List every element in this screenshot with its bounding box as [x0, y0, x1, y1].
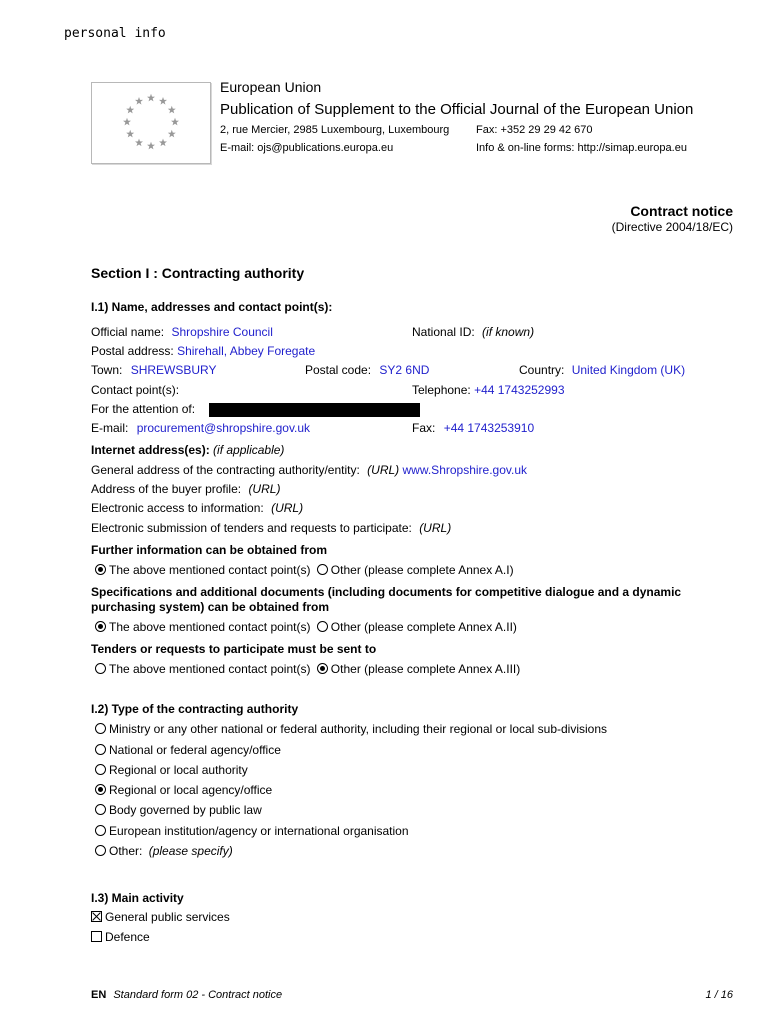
- other-hint: (please specify): [148, 844, 233, 858]
- town-value: SHREWSBURY: [130, 363, 217, 377]
- eu-stars-icon: [92, 83, 210, 163]
- eu-logo: [91, 82, 211, 164]
- radio-specs-other[interactable]: [317, 621, 328, 632]
- specs-heading-line2: purchasing system) can be obtained from: [91, 600, 330, 614]
- postal-address-value: Shirehall, Abbey Foregate: [177, 344, 316, 358]
- electronic-access-label: Electronic access to information:: [91, 501, 264, 515]
- town-row: [91, 363, 217, 377]
- electronic-access-row: [91, 501, 303, 515]
- national-id-hint: (if known): [482, 325, 535, 339]
- buyer-profile-label: Address of the buyer profile:: [91, 482, 242, 496]
- radio-authority-other[interactable]: [95, 845, 106, 856]
- radio-authority-ministry[interactable]: [95, 723, 106, 734]
- eu-title: European Union: [220, 79, 322, 95]
- activity-label: General public services: [105, 910, 230, 924]
- national-id-label: National ID:: [412, 325, 475, 339]
- electronic-submission-row: [91, 521, 451, 535]
- internet-hint: (if applicable): [213, 443, 285, 457]
- postal-address-label: Postal address:: [91, 344, 174, 358]
- official-name-row: [91, 325, 273, 339]
- i1-heading: I.1) Name, addresses and contact point(s):: [91, 300, 333, 314]
- header-note: personal info: [64, 26, 166, 41]
- further-info-options: [95, 563, 514, 577]
- tenders-options: [95, 662, 520, 676]
- further-info-opt2: Other (please complete Annex A.I): [330, 563, 514, 577]
- postal-code-value: SY2 6ND: [379, 363, 430, 377]
- authority-type-label: European institution/agency or international organisation: [109, 824, 409, 838]
- attention-label: For the attention of:: [91, 402, 196, 416]
- authority-type-option: [95, 803, 262, 817]
- further-info-heading: Further information can be obtained from: [91, 543, 328, 557]
- redacted-block: [209, 403, 420, 417]
- email-value: procurement@shropshire.gov.uk: [136, 421, 311, 435]
- authority-type-label: Regional or local agency/office: [109, 783, 273, 797]
- url-hint: (URL): [248, 482, 281, 496]
- radio-authority-regional[interactable]: [95, 764, 106, 775]
- official-name-value: Shropshire Council: [171, 325, 273, 339]
- radio-specs-contact[interactable]: [95, 621, 106, 632]
- eu-star: [135, 97, 143, 105]
- radio-authority-regional-agency[interactable]: [95, 784, 106, 795]
- telephone-label: Telephone:: [412, 383, 471, 397]
- checkbox-general-public-services[interactable]: [91, 911, 102, 922]
- eu-star: [168, 106, 176, 114]
- footer-left: [91, 989, 282, 1001]
- authority-type-label: Body governed by public law: [109, 803, 262, 817]
- postal-code-row: [305, 363, 429, 377]
- eu-star: [126, 130, 134, 138]
- url-hint: (URL): [367, 463, 400, 477]
- eu-info: Info & on-line forms: http://simap.europa.eu: [476, 142, 687, 154]
- authority-type-option: [95, 722, 607, 736]
- url-hint: (URL): [271, 501, 304, 515]
- authority-type-option: [95, 844, 233, 858]
- general-address-row: [91, 463, 527, 477]
- fax-value: +44 1743253910: [443, 421, 535, 435]
- specs-opt2: Other (please complete Annex A.II): [330, 620, 517, 634]
- radio-authority-public-law[interactable]: [95, 804, 106, 815]
- postal-address-row: [91, 344, 315, 358]
- footer-lang: EN: [91, 989, 107, 1001]
- email-label: E-mail:: [91, 421, 129, 435]
- postal-code-label: Postal code:: [305, 363, 372, 377]
- contact-points-label: Contact point(s):: [91, 383, 180, 397]
- internet-row: [91, 443, 284, 457]
- eu-address: 2, rue Mercier, 2985 Luxembourg, Luxembourg: [220, 124, 450, 136]
- eu-email: E-mail: ojs@publications.europa.eu: [220, 142, 394, 154]
- eu-star: [147, 142, 155, 150]
- authority-type-label: Regional or local authority: [109, 763, 248, 777]
- eu-star: [171, 118, 179, 126]
- email-row: [91, 421, 310, 435]
- authority-type-option: [95, 763, 248, 777]
- footer-page: 1 / 16: [705, 989, 733, 1001]
- activity-option: [91, 930, 150, 944]
- specs-options: [95, 620, 517, 634]
- radio-tenders-other[interactable]: [317, 663, 328, 674]
- i3-heading: I.3) Main activity: [91, 891, 184, 905]
- country-label: Country:: [519, 363, 565, 377]
- radio-tenders-contact[interactable]: [95, 663, 106, 674]
- notice-directive: (Directive 2004/18/EC): [611, 220, 733, 234]
- fax-row: [412, 421, 534, 435]
- i2-heading: I.2) Type of the contracting authority: [91, 702, 299, 716]
- telephone-row: [412, 383, 565, 397]
- country-row: [519, 363, 685, 377]
- section-heading: Section I : Contracting authority: [91, 265, 305, 281]
- authority-type-label: Other:: [109, 844, 143, 858]
- activity-option: [91, 910, 230, 924]
- footer-form: Standard form 02 - Contract notice: [113, 989, 283, 1001]
- general-address-label: General address of the contracting authority/entity:: [91, 463, 360, 477]
- town-label: Town:: [91, 363, 123, 377]
- official-name-label: Official name:: [91, 325, 165, 339]
- eu-fax: Fax: +352 29 29 42 670: [476, 124, 593, 136]
- internet-label: Internet address(es):: [91, 443, 210, 457]
- telephone-value: +44 1743252993: [474, 383, 565, 397]
- radio-further-info-contact[interactable]: [95, 564, 106, 575]
- specs-heading-line1: Specifications and additional documents (including documents for competitive dialogue and a dynamic: [91, 585, 682, 599]
- radio-authority-eu-institution[interactable]: [95, 825, 106, 836]
- tenders-opt2: Other (please complete Annex A.III): [330, 662, 521, 676]
- authority-type-option: [95, 783, 272, 797]
- authority-type-label: National or federal agency/office: [109, 743, 281, 757]
- authority-type-option: [95, 824, 409, 838]
- buyer-profile-row: [91, 482, 280, 496]
- further-info-opt1: The above mentioned contact point(s): [109, 563, 311, 577]
- authority-type-option: [95, 743, 281, 757]
- electronic-submission-label: Electronic submission of tenders and requests to participate:: [91, 521, 412, 535]
- tenders-heading: Tenders or requests to participate must be sent to: [91, 642, 377, 656]
- country-value: United Kingdom (UK): [571, 363, 686, 377]
- eu-subtitle: Publication of Supplement to the Official Journal of the European Union: [220, 101, 694, 118]
- fax-label: Fax:: [412, 421, 436, 435]
- national-id-row: [412, 325, 534, 339]
- eu-star: [123, 118, 131, 126]
- url-hint: (URL): [419, 521, 452, 535]
- radio-authority-national-agency[interactable]: [95, 744, 106, 755]
- general-address-link[interactable]: www.Shropshire.gov.uk: [402, 463, 528, 477]
- eu-star: [168, 130, 176, 138]
- radio-further-info-other[interactable]: [317, 564, 328, 575]
- tenders-opt1: The above mentioned contact point(s): [109, 662, 311, 676]
- notice-title: Contract notice: [630, 203, 733, 219]
- authority-type-label: Ministry or any other national or federal authority, including their regional or local sub-divisions: [109, 722, 608, 736]
- eu-star: [159, 97, 167, 105]
- eu-star: [135, 139, 143, 147]
- activity-label: Defence: [105, 930, 150, 944]
- eu-star: [147, 94, 155, 102]
- specs-opt1: The above mentioned contact point(s): [109, 620, 311, 634]
- eu-star: [159, 139, 167, 147]
- eu-star: [126, 106, 134, 114]
- checkbox-defence[interactable]: [91, 931, 102, 942]
